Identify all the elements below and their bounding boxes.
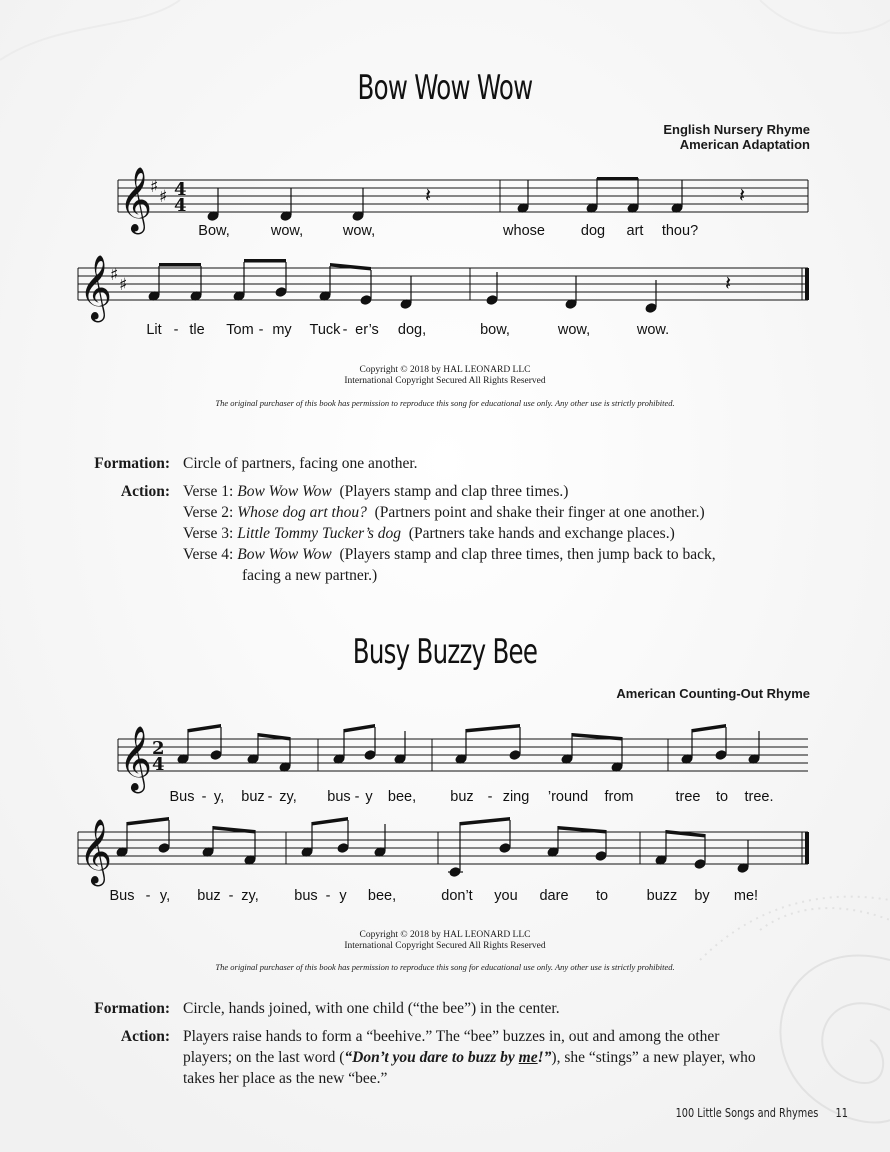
- lyric: -: [201, 789, 207, 805]
- origin-line: English Nursery Rhyme: [663, 122, 810, 137]
- lyric: bee,: [387, 789, 417, 805]
- verse-number: Verse 1:: [183, 483, 234, 500]
- lyric: -: [258, 322, 264, 338]
- lyric: buzz: [646, 888, 678, 904]
- music-staff: [0, 810, 890, 910]
- formation-label: Formation:: [94, 1000, 170, 1017]
- page-number: 11: [835, 1105, 848, 1120]
- verse-number: Verse 2:: [183, 504, 234, 521]
- formation-label: Formation:: [94, 455, 170, 472]
- quarter-rest: 𝄽: [725, 271, 732, 295]
- action-text-line: Players raise hands to form a “beehive.” The “bee” buzzes in, out and among the other: [183, 1028, 720, 1045]
- lyric: Bow,: [198, 223, 230, 239]
- lyric: wow,: [557, 322, 591, 338]
- lyric: whose: [503, 223, 545, 239]
- quarter-rest: 𝄽: [739, 183, 746, 207]
- sharp-icon: ♯: [119, 275, 128, 295]
- action-text: ), she “stings” a new player, who: [551, 1049, 756, 1066]
- verse-words: Bow Wow Wow: [237, 483, 332, 500]
- sharp-icon: ♯: [110, 265, 119, 285]
- lyric: don’t: [441, 888, 473, 904]
- music-staff: [0, 717, 890, 817]
- time-signature: 4: [152, 754, 165, 775]
- copyright-line: International Copyright Secured All Rights Reserved: [344, 941, 546, 951]
- copyright-line: Copyright © 2018 by HAL LEONARD LLC: [359, 930, 531, 940]
- lyric: buz: [197, 888, 221, 904]
- lyric: er’s: [355, 322, 379, 338]
- action-block: [120, 481, 716, 586]
- lyric: you: [494, 888, 518, 904]
- formation-block: [94, 453, 418, 474]
- lyric: wow,: [342, 223, 376, 239]
- action-verse: [183, 523, 716, 544]
- verse-note: (Players stamp and clap three times, then jump back to back,: [339, 546, 716, 563]
- verse-words: Little Tommy Tucker’s dog: [237, 525, 402, 542]
- lyric: wow.: [636, 322, 670, 338]
- treble-clef: 𝄞: [79, 255, 113, 320]
- action-quote: !”: [537, 1049, 552, 1066]
- lyric: buz: [450, 789, 474, 805]
- action-text-line: [183, 1047, 756, 1068]
- song-origin: [616, 686, 810, 701]
- song-title: Bow Wow Wow: [357, 68, 533, 108]
- verse-words: Whose dog art thou?: [237, 504, 367, 521]
- lyric: Lit: [146, 322, 162, 338]
- treble-clef: 𝄞: [119, 726, 153, 791]
- lyric: by: [694, 888, 710, 904]
- lyric: Tuck: [309, 322, 341, 338]
- song-title: Busy Buzzy Bee: [352, 632, 538, 672]
- lyric: y: [365, 789, 373, 805]
- copyright-line: Copyright © 2018 by HAL LEONARD LLC: [359, 365, 531, 375]
- verse-note: (Players stamp and clap three times.): [339, 483, 569, 500]
- lyric: Bus: [169, 789, 195, 805]
- lyric: bus: [327, 789, 351, 805]
- lyric: -: [228, 888, 234, 904]
- lyric: bus: [294, 888, 318, 904]
- verse-number: Verse 3:: [183, 525, 234, 542]
- sharp-icon: ♯: [150, 177, 159, 197]
- lyric: ’round: [547, 789, 589, 805]
- treble-clef: 𝄞: [79, 819, 113, 884]
- lyric: tree: [675, 789, 701, 805]
- lyric: -: [487, 789, 493, 805]
- music-staff: [0, 158, 890, 258]
- origin-line: American Adaptation: [679, 137, 810, 152]
- lyric: y,: [159, 888, 171, 904]
- page-footer: [676, 1105, 848, 1120]
- lyric: y: [339, 888, 347, 904]
- time-signature: 2: [152, 738, 165, 759]
- lyric: -: [173, 322, 179, 338]
- lyric: bee,: [367, 888, 397, 904]
- action-label: Action:: [120, 483, 170, 500]
- lyric: Tom: [226, 322, 254, 338]
- formation-text: Circle of partners, facing one another.: [183, 455, 418, 472]
- verse-note: (Partners take hands and exchange places.): [408, 525, 675, 542]
- action-verse-continued: facing a new partner.): [242, 567, 378, 584]
- lyric: bow,: [480, 322, 510, 338]
- verse-words: Bow Wow Wow: [237, 546, 332, 563]
- verse-number: Verse 4:: [183, 546, 234, 563]
- time-signature: 4: [174, 179, 187, 200]
- song-origin: [663, 122, 810, 152]
- lyric: dog,: [397, 322, 427, 338]
- permission-notice: The original purchaser of this book has permission to reproduce this song for educational use only. Any other use is strictly prohibited.: [215, 962, 675, 972]
- time-signature: 4: [174, 195, 187, 216]
- lyric: tree.: [744, 789, 774, 805]
- lyric: zing: [502, 789, 530, 805]
- lyric: -: [354, 789, 360, 805]
- lyric: zy,: [241, 888, 259, 904]
- lyric: -: [325, 888, 331, 904]
- lyric: dog: [580, 223, 606, 239]
- lyric: -: [145, 888, 151, 904]
- lyric: zy,: [279, 789, 297, 805]
- lyric: Bus: [109, 888, 135, 904]
- sharp-icon: ♯: [159, 187, 168, 207]
- lyric: wow,: [270, 223, 304, 239]
- lyric: -: [267, 789, 273, 805]
- lyric: my: [272, 322, 292, 338]
- formation-text: Circle, hands joined, with one child (“the bee”) in the center.: [183, 1000, 560, 1017]
- action-verse: [183, 481, 716, 502]
- book-title: 100 Little Songs and Rhymes: [675, 1105, 819, 1120]
- copyright-notice: [0, 930, 890, 952]
- formation-block: [94, 998, 560, 1019]
- action-text: players; on the last word (: [183, 1049, 345, 1066]
- action-verse: [183, 544, 716, 565]
- lyric: y,: [213, 789, 225, 805]
- permission-notice: The original purchaser of this book has permission to reproduce this song for educational use only. Any other use is strictly prohibited.: [215, 398, 675, 408]
- copyright-line: International Copyright Secured All Rights Reserved: [344, 376, 546, 386]
- copyright-notice: [0, 365, 890, 387]
- action-text-line: takes her place as the new “bee.”: [183, 1070, 388, 1087]
- origin-line: American Counting-Out Rhyme: [616, 686, 810, 701]
- quarter-rest: 𝄽: [425, 183, 432, 207]
- music-staff: [0, 246, 890, 346]
- lyric: -: [342, 322, 348, 338]
- lyric: tle: [189, 322, 205, 338]
- action-block: [120, 1026, 756, 1089]
- lyric: from: [604, 789, 634, 805]
- action-verse: [183, 502, 716, 523]
- lyric: thou?: [661, 223, 699, 239]
- lyric: dare: [539, 888, 569, 904]
- verse-note: (Partners point and shake their finger at one another.): [374, 504, 705, 521]
- action-quote-emphasis: me: [518, 1049, 538, 1066]
- treble-clef: 𝄞: [119, 167, 153, 232]
- action-label: Action:: [120, 1028, 170, 1045]
- lyric: to: [715, 789, 729, 805]
- lyric: to: [595, 888, 609, 904]
- action-quote: “Don’t you dare to buzz by: [344, 1049, 519, 1066]
- lyric: buz: [241, 789, 265, 805]
- lyric: art: [626, 223, 644, 239]
- lyric: me!: [733, 888, 759, 904]
